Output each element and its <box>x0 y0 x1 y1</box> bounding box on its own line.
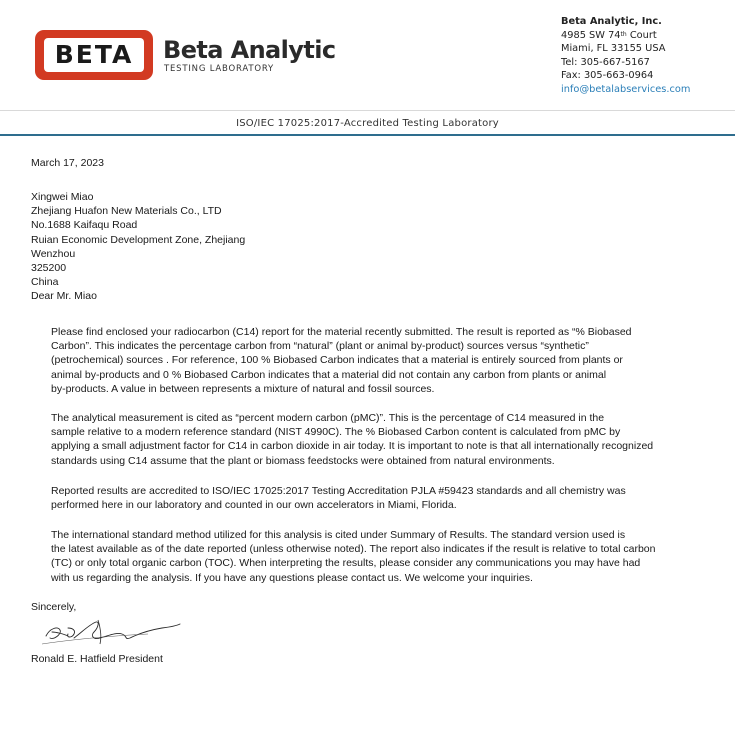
fax: Fax: 305-663-0964 <box>561 70 654 81</box>
text-line: the latest available as of the date reported (unless otherwise noted). The report also indicates if the result is relative to total carbon <box>51 543 656 556</box>
recipient-address <box>31 190 671 304</box>
signature-image <box>38 614 186 652</box>
accreditation-banner: ISO/IEC 17025:2017-Accredited Testing Laboratory <box>236 118 499 129</box>
beta-logo <box>35 30 153 80</box>
recipient-line: Xingwei Miao <box>31 191 94 203</box>
recipient-line: Zhejiang Huafon New Materials Co., LTD <box>31 205 222 218</box>
recipient-line: Ruian Economic Development Zone, Zhejiang <box>31 233 246 246</box>
text-line: by-products. A value in between represents a mixture of natural and fossil sources. <box>51 382 435 395</box>
paragraph-standard-method <box>31 528 671 585</box>
text-line: Please find enclosed your radiocarbon (C14) report for the material recently submitted. The result is reported as “% Biobased <box>51 326 632 338</box>
company-name: Beta Analytic, Inc. <box>561 16 662 27</box>
letter-date: March 17, 2023 <box>31 157 104 169</box>
header-divider <box>0 110 735 111</box>
paragraph-intro <box>31 325 671 396</box>
street-address <box>561 29 731 43</box>
closing: Sincerely, <box>31 601 77 613</box>
text-line: The international standard method utilized for this analysis is cited under Summary of Results. The standard version used is <box>51 529 626 541</box>
text-line: with us regarding the analysis. If you have any questions please contact us. We welcome your inquiries. <box>51 571 533 584</box>
text-line: (TC) or only total organic carbon (TOC). When interpreting the results, please consider any communications you may have had <box>51 557 641 570</box>
logo-text: BETA <box>44 38 144 72</box>
signer-name: Ronald E. Hatfield President <box>31 653 163 665</box>
text-line: The analytical measurement is cited as “percent modern carbon (pMC)”. This is the percentage of C14 measured in the <box>51 412 605 424</box>
street-name: Court <box>626 29 657 41</box>
city-line: Miami, FL 33155 USA <box>561 43 666 54</box>
recipient-line: No.1688 Kaifaqu Road <box>31 219 138 232</box>
text-line: sample relative to a modern reference standard (NIST 4990C). The % Biobased Carbon content is calculated from pMC by <box>51 426 621 439</box>
text-line: performed here in our laboratory and counted in our own accelerators in Miami, Florida. <box>51 499 457 512</box>
text-line: animal by-products and 0 % Biobased Carbon indicates that a material did not contain any carbon from plants or animal <box>51 368 607 381</box>
recipient-line: 325200 <box>31 262 67 275</box>
street-suffix: th <box>620 30 627 38</box>
header-rule <box>0 134 735 136</box>
email-link[interactable]: info@betalabservices.com <box>561 83 691 95</box>
contact-block <box>561 15 731 96</box>
text-line: Carbon”. This indicates the percentage carbon from “natural” (plant or animal by-product) sources versus “synthetic” <box>51 340 589 353</box>
text-line: (petrochemical) sources . For reference, 100 % Biobased Carbon indicates that a material is entirely sourced from plants or <box>51 354 623 367</box>
salutation: Dear Mr. Miao <box>31 290 97 303</box>
text-line: Reported results are accredited to ISO/IEC 17025:2017 Testing Accreditation PJLA #59423 standards and all chemistry was <box>51 485 626 497</box>
recipient-line: Wenzhou <box>31 247 76 260</box>
text-line: applying a small adjustment factor for C14 in carbon dioxide in air today. It is important to note is that all internationally recognized <box>51 440 654 453</box>
brand-name: Beta Analytic <box>163 36 336 64</box>
recipient-line: China <box>31 276 59 289</box>
brand-subtitle: TESTING LABORATORY <box>164 64 274 74</box>
phone: Tel: 305-667-5167 <box>561 56 650 68</box>
paragraph-measurement <box>31 411 671 468</box>
street-number: 4985 SW 74 <box>561 29 621 41</box>
text-line: standards using C14 assume that the plant or biomass feedstocks were obtained from natural environments. <box>51 454 555 467</box>
paragraph-accreditation <box>31 484 671 512</box>
